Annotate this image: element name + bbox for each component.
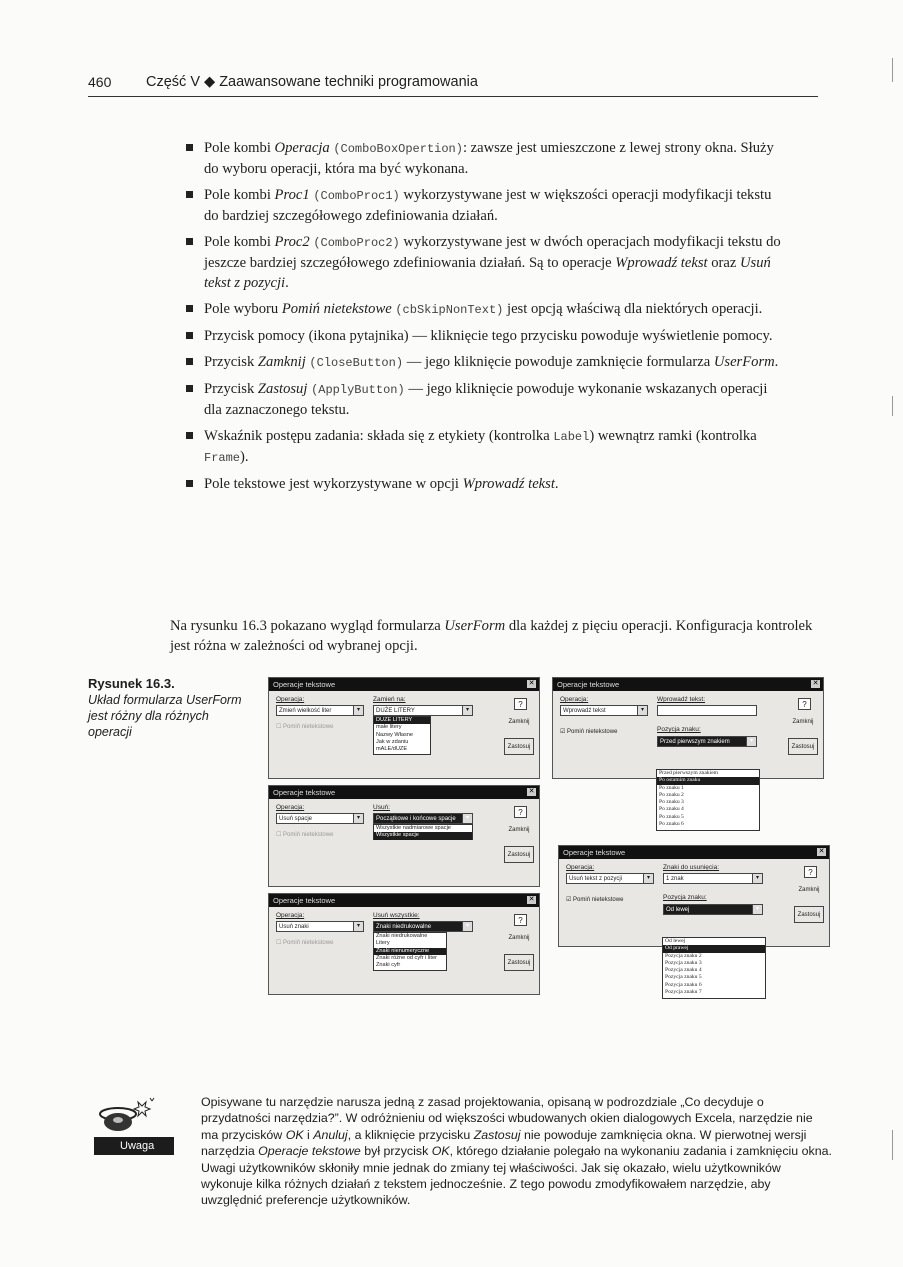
figure-description: Układ formularza UserForm jest różny dla różnych operacji [88, 693, 242, 739]
figure-number: Rysunek 16.3. [88, 676, 175, 691]
dialog-remove-text-at-position [558, 845, 830, 947]
text-run: i [303, 1127, 314, 1142]
italic-term: UserForm [713, 354, 775, 370]
dropdown-option[interactable]: Od prawej [663, 945, 765, 952]
close-icon[interactable]: ✕ [528, 680, 535, 687]
italic-term: Anuluj [313, 1127, 348, 1142]
italic-term: UserForm [444, 618, 506, 634]
proc1-label: Usuń: [373, 804, 390, 811]
text-run: dla każdej z pięciu operacji. Konfiguracja kontrolek jest różna w zależności od wybranej opcji. [170, 618, 813, 654]
close-button[interactable]: Zamknij [794, 882, 824, 899]
text-run: — jego kliknięcie powoduje zamknięcie formularza [403, 354, 714, 370]
bullet-marker [186, 238, 193, 245]
dropdown-option[interactable]: Pozycja znaku 7 [665, 989, 702, 996]
dialog-remove-spaces [268, 785, 540, 887]
bullet-text [204, 354, 778, 370]
text-run: wykorzystywane jest w dwóch operacjach modyfikacji tekstu do jeszcze bardziej szczegółowego zdefiniowania działań. Są to operacje [204, 234, 781, 271]
help-button[interactable] [804, 866, 817, 878]
scan-edge-mark [892, 58, 893, 82]
proc2-combo[interactable] [657, 736, 757, 747]
dropdown-option[interactable]: Jak w zdaniu [376, 738, 409, 745]
bullet-text [204, 476, 559, 492]
dropdown-option[interactable]: Pozycja znaku 5 [665, 974, 702, 981]
apply-button[interactable]: Zastosuj [504, 954, 534, 971]
code-identifier: Frame [204, 451, 241, 465]
skip-nontext-checkbox[interactable]: ☑ Pomiń nietekstowe [566, 897, 624, 903]
chevron-down-icon[interactable]: ▾ [746, 737, 756, 746]
dropdown-option[interactable]: Pozycja znaku 3 [665, 959, 702, 966]
bullet-marker [186, 358, 193, 365]
proc1-combo[interactable] [373, 813, 473, 824]
italic-term: OK [285, 1127, 304, 1142]
skip-nontext-checkbox[interactable]: ☑ Pomiń nietekstowe [560, 729, 618, 735]
operation-label: Operacja: [276, 912, 305, 919]
scan-edge-mark [892, 396, 893, 416]
bullet-item [186, 426, 786, 468]
help-button[interactable] [798, 698, 811, 710]
bullet-marker [186, 144, 193, 151]
dropdown-option[interactable]: Wszystkie spacje [374, 832, 472, 839]
bullet-text [204, 328, 772, 344]
operation-value: Usuń tekst z pozycji [569, 876, 623, 882]
dialog-remove-chars [268, 893, 540, 995]
dropdown-option[interactable]: Znaki cyfr [376, 962, 401, 969]
operation-combo[interactable] [276, 921, 364, 932]
dialog-title: Operacje tekstowe [273, 788, 336, 797]
note-label: Uwaga [94, 1137, 174, 1155]
checkbox-label: Pomiń nietekstowe [283, 724, 334, 730]
proc2-dropdown-list[interactable] [662, 937, 766, 999]
operation-value: Usuń spacje [279, 816, 313, 822]
text-run: jest opcją właściwą dla niektórych operacji. [503, 301, 763, 317]
proc1-dropdown-list[interactable] [373, 932, 447, 971]
dropdown-option[interactable]: Po znaku 2 [659, 791, 684, 798]
italic-term: Operacja [274, 140, 330, 156]
code-identifier: (CloseButton) [309, 356, 404, 370]
chevron-down-icon[interactable]: ▾ [643, 874, 653, 883]
help-button[interactable] [514, 806, 527, 818]
chevron-down-icon[interactable]: ▾ [353, 814, 363, 823]
dialog-titlebar [559, 846, 829, 859]
proc1-value: DUŻE LITERY [376, 708, 415, 714]
italic-term: Proc2 [274, 234, 310, 250]
dialog-titlebar [553, 678, 823, 691]
text-run: Na rysunku 16.3 pokazano wygląd formularza [170, 618, 445, 634]
close-button[interactable]: Zamknij [504, 822, 534, 839]
checkbox-label: Pomiń nietekstowe [283, 832, 334, 838]
proc2-dropdown-list[interactable] [656, 769, 760, 831]
chevron-down-icon[interactable]: ▾ [353, 922, 363, 931]
dropdown-option[interactable]: Po ostatnim znaku [657, 777, 759, 784]
proc1-combo[interactable] [663, 873, 763, 884]
bullet-text [204, 234, 781, 291]
bullet-item [186, 326, 786, 346]
operation-value: Wprowadź tekst [563, 708, 606, 714]
proc2-combo[interactable] [663, 904, 763, 915]
skip-nontext-checkbox[interactable]: ☐ Pomiń nietekstowe [276, 724, 334, 730]
proc1-label: Zamień na: [373, 696, 406, 703]
bullet-item [186, 138, 786, 179]
dropdown-option[interactable]: mALE/dUŻE [376, 746, 408, 753]
question-icon: ? [802, 700, 807, 709]
dropdown-option[interactable]: Po znaku 3 [659, 799, 684, 806]
bullet-item [186, 352, 786, 373]
question-icon: ? [518, 808, 523, 817]
italic-term: Zastosuj [473, 1127, 521, 1142]
bullet-marker [186, 305, 193, 312]
close-icon[interactable]: ✕ [528, 896, 535, 903]
proc1-label: Znaki do usunięcia: [663, 864, 720, 871]
dropdown-option[interactable]: Pozycja znaku 2 [665, 952, 702, 959]
close-icon[interactable]: ✕ [528, 788, 535, 795]
bullet-marker [186, 385, 193, 392]
close-button[interactable]: Zamknij [504, 930, 534, 947]
chevron-down-icon[interactable]: ▾ [462, 922, 472, 931]
bullet-item [186, 232, 786, 293]
dropdown-option[interactable]: Znaki niedrukowalne [376, 933, 428, 939]
code-identifier: (ComboProc1) [313, 189, 400, 203]
dropdown-option[interactable]: Po znaku 4 [659, 806, 684, 813]
close-button[interactable]: Zamknij [788, 714, 818, 731]
dropdown-option[interactable]: Od lewej [665, 938, 686, 944]
dropdown-option[interactable]: Znaki różne od cyfr i liter [376, 954, 437, 961]
bullet-text [204, 381, 767, 418]
apply-button[interactable]: Zastosuj [504, 738, 534, 755]
note-text [201, 1094, 833, 1209]
proc2-label: Pozycja znaku: [663, 894, 707, 901]
bullet-item [186, 474, 786, 494]
proc2-value: Od lewej [666, 907, 690, 913]
operation-label: Operacja: [560, 696, 589, 703]
code-identifier: Label [553, 430, 590, 444]
proc1-value: Początkowe i końcowe spacje [376, 816, 456, 822]
bullet-marker [186, 191, 193, 198]
italic-term: Zamknij [257, 354, 306, 370]
apply-button[interactable]: Zastosuj [794, 906, 824, 923]
question-icon: ? [808, 868, 813, 877]
operation-value: Zmień wielkość liter [279, 708, 332, 714]
text-run: wykorzystywane jest w większości operacji modyfikacji tekstu do bardziej szczegółowego zdefiniowania działań. [204, 187, 772, 224]
text-run: Opisywane tu narzędzie narusza jedną z zasad projektowania, opisaną w podrozdziale „Co decyduje o przydatności narzędzia?”. W odróżnieniu od większości wbudowanych okien dialogowych Excela, narzędzie nie ma przycisków [201, 1095, 813, 1142]
bullet-text [204, 140, 774, 177]
intro-paragraph [170, 616, 822, 656]
operation-combo[interactable] [560, 705, 648, 716]
text-run: oraz [707, 255, 740, 271]
operation-label: Operacja: [566, 864, 595, 871]
dialog-titlebar [269, 786, 539, 799]
proc2-label: Pozycja znaku: [657, 726, 701, 733]
text-run: . [554, 476, 559, 492]
code-identifier: (ApplyButton) [311, 383, 405, 397]
text-run: , którego działanie polegało na wykonaniu zadania i zamknięciu okna. Uwagi użytkowników skłoniły mnie jednak do zmiany tej właściwości. Jak się okazało, wielu użytkowników wykonuje kilka różnych działań z tekstem jednocześnie. Z tego powodu zmodyfikowałem narzędzie, aby uwzględnić preferencje użytkowników. [201, 1144, 832, 1208]
text-run: Pole kombi [204, 140, 275, 156]
close-button[interactable]: Zamknij [504, 714, 534, 731]
italic-term: Zastosuj [257, 381, 308, 397]
dialog-title: Operacje tekstowe [273, 896, 336, 905]
italic-term: Pomiń nietekstowe [281, 301, 392, 317]
question-icon: ? [518, 916, 523, 925]
text-run: był przycisk [360, 1144, 432, 1159]
operation-label: Operacja: [276, 804, 305, 811]
dropdown-option[interactable]: DUŻE LITERY [374, 717, 430, 724]
bullet-text [204, 428, 757, 465]
chevron-down-icon[interactable]: ▾ [637, 706, 647, 715]
skip-nontext-checkbox[interactable]: ☐ Pomiń nietekstowe [276, 940, 334, 946]
italic-term: OK [431, 1144, 450, 1159]
close-icon[interactable]: ✕ [818, 848, 825, 855]
dropdown-option[interactable]: Pozycja znaku 6 [665, 981, 702, 988]
proc1-label: Wprowadź tekst: [657, 696, 706, 703]
bullet-item [186, 379, 786, 420]
insert-text-input[interactable] [657, 705, 757, 716]
bullet-marker [186, 332, 193, 339]
chevron-down-icon[interactable]: ▾ [752, 874, 762, 883]
text-run: Pole kombi [204, 187, 275, 203]
bullet-text [204, 301, 762, 317]
text-run: Pole kombi [204, 234, 275, 250]
dropdown-option[interactable]: Znaki nienumeryczne [374, 948, 446, 955]
bullet-list [186, 138, 786, 500]
help-button[interactable] [514, 914, 527, 926]
dropdown-option[interactable]: Litery [376, 940, 390, 947]
dropdown-option[interactable]: Po znaku 5 [659, 813, 684, 820]
operation-combo[interactable] [566, 873, 654, 884]
dialog-insert-text [552, 677, 824, 779]
text-run: Pole wyboru [204, 301, 282, 317]
text-run: . [774, 354, 779, 370]
dropdown-option[interactable]: Przed pierwszym znakiem [659, 770, 719, 776]
italic-term: Operacje tekstowe [258, 1144, 361, 1159]
bullet-marker [186, 480, 193, 487]
text-run: Pole tekstowe jest wykorzystywane w opcji [204, 476, 463, 492]
dialog-titlebar [269, 678, 539, 691]
proc1-dropdown-list[interactable] [373, 716, 431, 755]
italic-term: Wprowadź tekst [615, 255, 708, 271]
text-run: , a kliknięcie przycisku [347, 1127, 474, 1142]
text-run: nie powoduje zamknięcia okna. W pierwotnej wersji narzędzia [201, 1127, 807, 1159]
dialog-titlebar [269, 894, 539, 907]
dialog-title: Operacje tekstowe [273, 680, 336, 689]
proc1-value: 1 znak [666, 876, 684, 882]
operation-label: Operacja: [276, 696, 305, 703]
dropdown-option[interactable]: Nazwy Własne [376, 731, 413, 738]
code-identifier: (cbSkipNonText) [395, 303, 504, 317]
code-identifier: (ComboBoxOpertion) [333, 142, 463, 156]
proc2-value: Przed pierwszym znakiem [660, 739, 730, 745]
chevron-down-icon[interactable]: ▾ [462, 814, 472, 823]
italic-term: Usuń tekst z pozycji [204, 255, 771, 291]
skip-nontext-checkbox[interactable]: ☐ Pomiń nietekstowe [276, 832, 334, 838]
bullet-item [186, 185, 786, 226]
dialog-title: Operacje tekstowe [557, 680, 620, 689]
running-header [88, 74, 818, 97]
scan-edge-mark [892, 1130, 893, 1160]
running-title: Część V ◆ Zaawansowane techniki programowania [146, 74, 478, 90]
text-run: Przycisk [204, 381, 258, 397]
help-button[interactable] [514, 698, 527, 710]
chevron-down-icon[interactable]: ▾ [353, 706, 363, 715]
proc1-dropdown-list[interactable] [373, 824, 473, 840]
code-identifier: (ComboProc2) [313, 236, 400, 250]
bullet-text [204, 187, 771, 224]
italic-term: Proc1 [274, 187, 310, 203]
figure-caption [88, 676, 248, 740]
text-run: Wskaźnik postępu zadania: składa się z etykiety (kontrolka [204, 428, 554, 444]
text-run: : zawsze jest umieszczone z lewej strony okna. Służy do wyboru operacji, która ma być wykonana. [204, 140, 774, 177]
operation-combo[interactable] [276, 705, 364, 716]
question-icon: ? [518, 700, 523, 709]
italic-term: Wprowadź tekst [462, 476, 555, 492]
page-number: 460 [88, 74, 112, 90]
text-run: ) wewnątrz ramki (kontrolka [589, 428, 757, 444]
proc1-combo[interactable] [373, 921, 473, 932]
dropdown-option[interactable]: Wszystkie nadmiarowe spacje [376, 825, 451, 831]
operation-combo[interactable] [276, 813, 364, 824]
dropdown-option[interactable]: Pozycja znaku 4 [665, 967, 702, 974]
bullet-item [186, 299, 786, 320]
dialog-title: Operacje tekstowe [563, 848, 626, 857]
bullet-marker [186, 432, 193, 439]
dropdown-option[interactable]: małe litery [376, 724, 402, 731]
checkbox-label: Pomiń nietekstowe [567, 729, 618, 735]
checkbox-label: Pomiń nietekstowe [573, 897, 624, 903]
close-icon[interactable]: ✕ [812, 680, 819, 687]
dialog-change-case [268, 677, 540, 779]
proc1-label: Usuń wszystkie: [373, 912, 420, 919]
chevron-down-icon[interactable]: ▾ [752, 905, 762, 914]
operation-value: Usuń znaki [279, 924, 309, 930]
apply-button[interactable]: Zastosuj [504, 846, 534, 863]
text-run: . [285, 275, 289, 291]
checkbox-label: Pomiń nietekstowe [283, 940, 334, 946]
proc1-combo[interactable] [373, 705, 473, 716]
text-run: — jego kliknięcie powoduje wykonanie wskazanych operacji dla zaznaczonego tekstu. [204, 381, 768, 418]
chevron-down-icon[interactable]: ▾ [462, 706, 472, 715]
text-run: ). [240, 449, 249, 465]
dropdown-option[interactable]: Po znaku 6 [659, 821, 684, 828]
text-run: Przycisk [204, 354, 258, 370]
text-run: Przycisk pomocy (ikona pytajnika) — kliknięcie tego przycisku powoduje wyświetlenie pomocy. [204, 328, 773, 344]
apply-button[interactable]: Zastosuj [788, 738, 818, 755]
dropdown-option[interactable]: Po znaku 1 [659, 784, 684, 791]
proc1-value: Znaki niedrukowalne [376, 924, 432, 930]
